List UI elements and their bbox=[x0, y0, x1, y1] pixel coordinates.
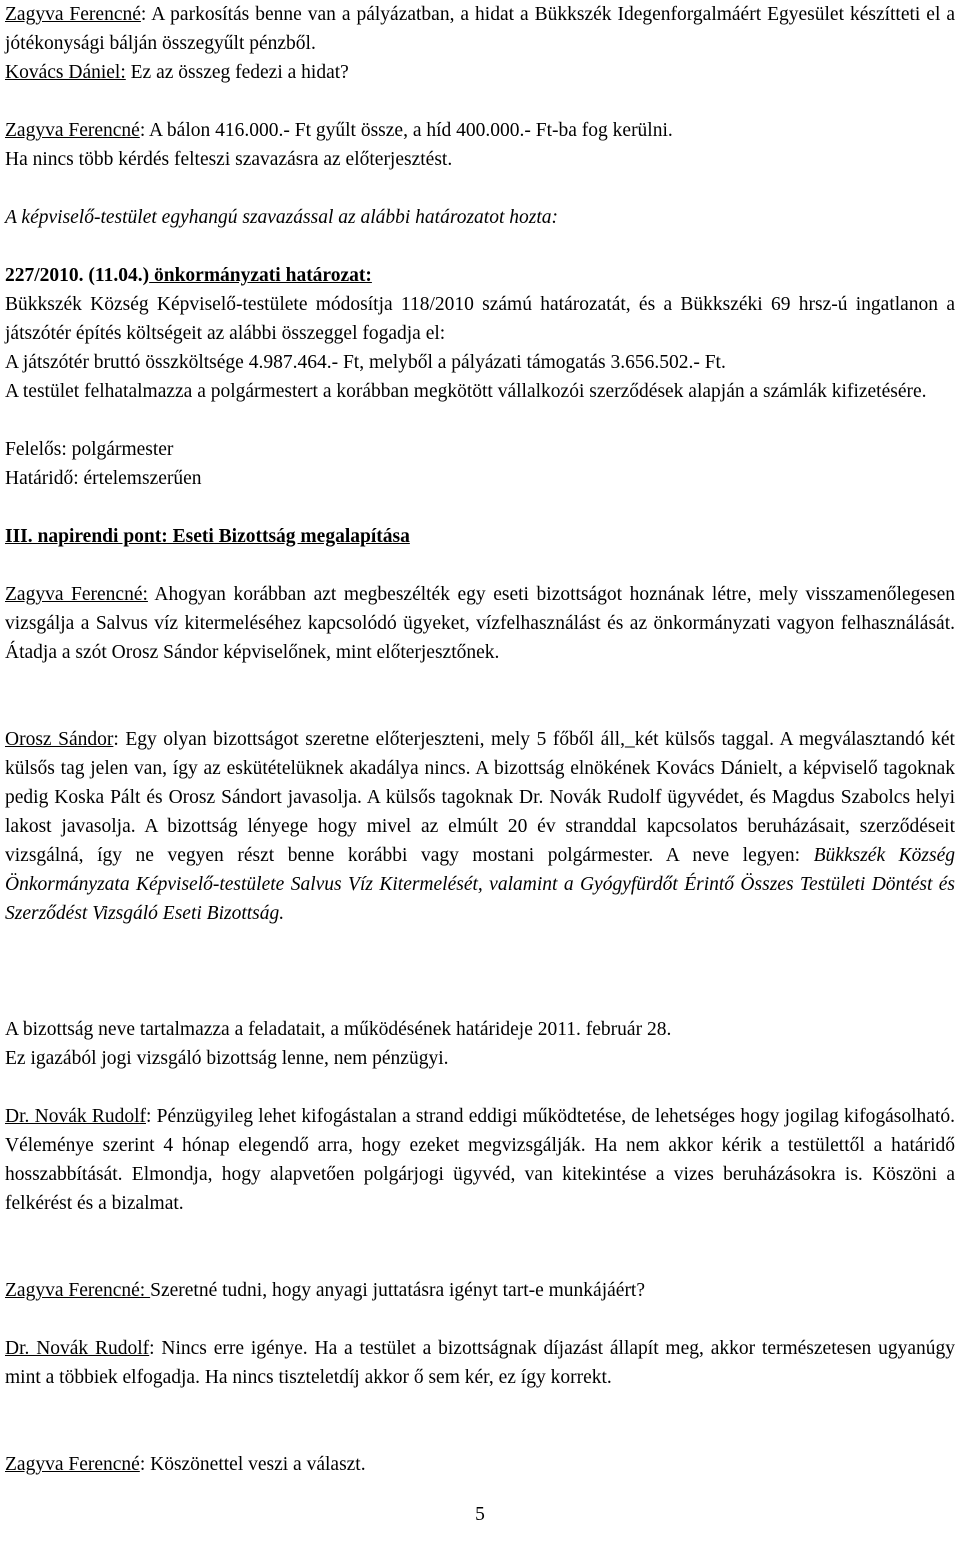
resolution-deadline: Határidő: értelemszerűen bbox=[5, 468, 202, 489]
committee-name: Bükkszék Község Önkormányzata Képviselő-testülete Salvus Víz Kitermelését, valamint a Gyógyfürdőt Érintő Összes Testületi Döntést és Szerződést Vizsgáló Eseti Bizottság. bbox=[5, 845, 955, 924]
speaker-name: Zagyva Ferencné bbox=[5, 1454, 140, 1475]
resolution-line-3: A testület felhatalmazza a polgármestert a korábban megkötött vállalkozói szerződések alapján a számlák kifizetésére. bbox=[5, 381, 927, 402]
speaker-name: Zagyva Ferencné bbox=[5, 4, 141, 25]
agenda-heading: III. napirendi pont: Eseti Bizottság megalapítása bbox=[5, 526, 410, 547]
speaker-name: Orosz Sándor bbox=[5, 729, 114, 750]
paragraph-text: Szeretné tudni, hogy anyagi juttatásra igényt tart-e munkájáért? bbox=[150, 1280, 646, 1301]
paragraph-7 bbox=[5, 725, 955, 928]
paragraph-2 bbox=[5, 58, 955, 87]
paragraph-11 bbox=[5, 1450, 955, 1479]
paragraph-text: : Pénzügyileg lehet kifogástalan a strand eddigi működtetése, de lehetséges hogy jogilag kifogásolható. Véleménye szerint 4 hónap elegendő arra, hogy ezeket megvizsgálják. Ha nem akkor kérik a testülettől a határidő hosszabbítását. Elmondja, hogy alapvetően polgárjogi ügyvéd, van kitekintése a vizes beruházásokra is. Köszöni a felkérést és a bizalmat. bbox=[5, 1106, 955, 1214]
paragraph-8 bbox=[5, 1102, 955, 1218]
paragraph-7-line-3: Ez igazából jogi vizsgáló bizottság lenne, nem pénzügyi. bbox=[5, 1048, 449, 1069]
paragraph-7-line-2: A bizottság neve tartalmazza a feladatait, a működésének határideje 2011. február 28. bbox=[5, 1019, 672, 1040]
speaker-name: Kovács Dániel: bbox=[5, 62, 126, 83]
resolution-title: önkormányzati határozat: bbox=[149, 265, 372, 286]
paragraph-text: : A parkosítás benne van a pályázatban, a hidat a Bükkszék Idegenforgalmáért Egyesület készítteti el a jótékonysági bálján összegyűlt pénzből. bbox=[5, 4, 955, 54]
paragraph-text: : A bálon 416.000.- Ft gyűlt össze, a híd 400.000.- Ft-ba fog kerülni. bbox=[139, 120, 673, 141]
paragraph-1 bbox=[5, 0, 955, 58]
paragraph-4: Ha nincs több kérdés felteszi szavazásra az előterjesztést. bbox=[5, 149, 453, 170]
paragraph-text: Ez az összeg fedezi a hidat? bbox=[125, 62, 349, 83]
speaker-name: Zagyva Ferencné bbox=[5, 120, 140, 141]
resolution-body: Bükkszék Község Képviselő-testülete módosítja 118/2010 számú határozatát, és a Bükkszéki 69 hrsz-ú ingatlanon a játszótér építés költségeit az alábbi összeggel fogadja el: bbox=[5, 294, 955, 344]
paragraph-9 bbox=[5, 1276, 955, 1305]
paragraph-text: : Köszönettel veszi a választ. bbox=[139, 1454, 366, 1475]
resolution-number: 227/2010. (11.04.) bbox=[5, 265, 150, 286]
speaker-name: Dr. Novák Rudolf bbox=[5, 1338, 150, 1359]
paragraph-text: : Nincs erre igénye. Ha a testület a bizottságnak díjazást állapít meg, akkor természetesen ugyanúgy mint a többiek elfogadja. Ha nincs tiszteletdíj akkor ő sem kér, ez így korrekt. bbox=[5, 1338, 955, 1388]
paragraph-3 bbox=[5, 116, 955, 145]
page-number: 5 bbox=[475, 1504, 485, 1525]
resolution-line-2: A játszótér bruttó összköltsége 4.987.464.- Ft, melyből a pályázati támogatás 3.656.502.- Ft. bbox=[5, 352, 726, 373]
paragraph-text: : Egy olyan bizottságot szeretne előterjeszteni, mely 5 főből áll,_két külsős taggal. A megválasztandó két külsős tag jelen van, így az eskütételüknek akadálya nincs. A bizottság elnökének Kovács Dánielt, a képviselő tagoknak pedig Koska Pált és Orosz Sándort javasolja. A külsős tagoknak Dr. Novák Rudolf ügyvédet, és Magdus Szabolcs helyi lakost javasolja. A bizottság lényege hogy mivel az elmúlt 20 év stranddal kapcsolatos beruházásait, szerződéseit vizsgálná, így ne vegyen részt benne korábbi vagy mostani polgármester. A neve legyen: bbox=[5, 729, 955, 866]
speaker-name: Zagyva Ferencné: bbox=[5, 584, 148, 605]
resolution-heading bbox=[5, 261, 955, 290]
paragraph-10 bbox=[5, 1334, 955, 1392]
resolution-responsible: Felelős: polgármester bbox=[5, 439, 174, 460]
vote-statement: A képviselő-testület egyhangú szavazással az alábbi határozatot hozta: bbox=[5, 207, 558, 228]
paragraph-6 bbox=[5, 580, 955, 667]
paragraph-text: Ahogyan korábban azt megbeszélték egy eseti bizottságot hoznának létre, mely visszamenőlegesen vizsgálja a Salvus víz kitermeléséhez kapcsolódó ügyeket, vízfelhasználást és az önkormányzati vagyon felhasználását. Átadja a szót Orosz Sándor képviselőnek, mint előterjesztőnek. bbox=[5, 584, 956, 663]
speaker-name: Dr. Novák Rudolf bbox=[5, 1106, 146, 1127]
speaker-name: Zagyva Ferencné: bbox=[5, 1280, 151, 1301]
